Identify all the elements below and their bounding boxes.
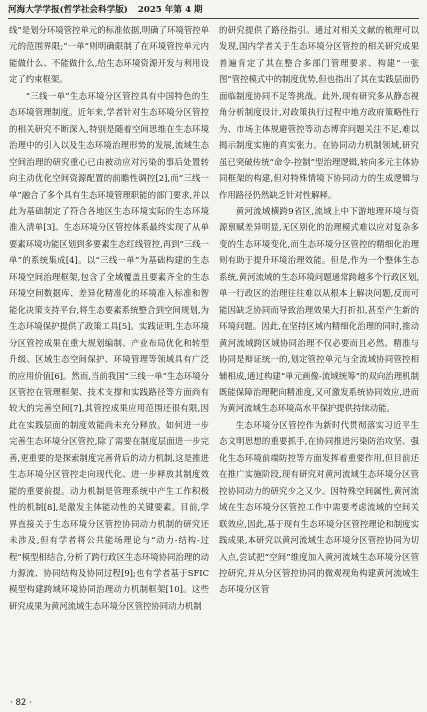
paragraph: 线”是划分环境管控单元的标准依据,明确了环境管控单元的范围界限;“一单”则明确限制了在环境管控单元内能做什么、不能做什么,给生态环境资源开发与利用设定了约束框架。 [9, 25, 209, 85]
left-column [9, 22, 209, 690]
paragraph: 生态环境分区管控作为新时代贯彻落实习近平生态文明思想的重要抓手,在协同推进污染防治攻坚、强化生态环境前端防控等方面发挥着重要作用,但目前还在推广实施阶段,现有研究对黄河流域生态环境分区管控协同动力的研究少之又少。因特殊空间属性,黄河流域在生态环境分区管控工作中需要考虑流域的空间关联效应,因此,基于现有生态环境分区管控理论和制度实践成果,本研究以黄河流域生态环境分区管控协同为切入点,尝试把“空间”维度加入黄河流域生态环境分区管控研究,并从分区管控协同的微观视角构建黄河流域生态环境分区管 [219, 419, 419, 595]
paragraph: 的研究提供了路径指引。通过对相关文献的梳理可以发现,国内学者关于生态环境分区管控的相关研究成果普遍肯定了其在整合多部门管理要求、构建“一张图”管控模式中的制度优势,但也指出了其在实践层面仍面临制度协同不足等挑战。此外,现有研究多从静态视角分析制度设计,对政策执行过程中地方政府策略性行为、市场主体规避管控等动态博弈问题关注不足,难以揭示制度实施的真实张力。在协同动力机制领域,研究虽已突破传统“命令-控制”型治理逻辑,转向多元主体协同框架的构建,但对特殊情境下协同动力的生成逻辑与作用路径仍然缺乏针对性解释。 [219, 25, 419, 200]
journal-title: 河海大学学报(哲学社会科学版) [8, 5, 128, 15]
page-number: · 82 · [10, 698, 32, 708]
running-header [8, 2, 419, 19]
right-column [219, 22, 419, 690]
paragraph: 黄河流域横跨9省区,流域上中下游地理环境与资源禀赋差异明显,无区别化的治理模式难以应对复杂多变的生态环境变化,而生态环境分区管控的精细化治理则有助于提升环境治理效能。但是,作为一个整体生态系统,黄河流域的生态环境问题通常跨越多个行政区划,单一行政区的治理往往难以从根本上解决问题,反而可能因缺乏协同而导致治理效果大打折扣,甚至产生新的环境问题。因此,在坚持区域内精细化治理的同时,推动黄河流域跨区域协同治理不仅必要而且必然。精准与协同是辩证统一的,划定管控单元与全流域协同管控相辅相成,通过构建“单元画像-流域统筹”的双向治理机制既能保障治理靶向精准度,又可激发系统协同效应,进而为黄河流域生态环境高水平保护提供持续动能。 [219, 205, 419, 414]
issue-number: 2025 年第 4 期 [137, 5, 203, 15]
paragraph: “三线一单”生态环境分区管控具有中国特色的生态环境管理制度。近年来,学者针对生态环境分区管控的相关研究不断深入,特别是随着空间思维在生态环境治理中的引入以及生态环境治理形势的发展,流域生态空间治理的研究重心已由被动应对污染的事后处置转向主动优化空间资源配置的前瞻性调控[2],而“三线一单”融合了多个具有生态环境管理职能的部门要求,并以此为基础制定了符合各地区生态环境实际的生态环境准入清单[3]。生态环境分区管控体系最终实现了从单要素环境功能区划到多要素生态红线管控,再到“三线一单”的系统集成[4]。以“三线一单”为基础构建的生态环境空间治理框架,包含了全域覆盖且要素齐全的生态环境空间数据库、差异化精准化的环境准入标准和智能化决策支持平台,将生态要素系统整合到空间规划,为生态环境保护提供了政策工具[5]。实践证明,生态环境分区管控成果在重大规划编制、产业布局优化和转型升级、区域生态空间保护、环境管理等领域具有广泛的应用价值[6]。然而,当前我国“三线一单”生态环境分区管控在管理框架、技术支撑和实践路径等方面尚有较大的完善空间[7],其管控成果应用范围还很有限,因此在实践层面的制度效能尚未充分释放。如何进一步完善生态环境分区管控,除了需要在制度层面进一步完善,更重要的是探索制度完善背后的动力机制,这是推进生态环境分区管控走向现代化、进一步释放其制度效能的重要前提。动力机制是管理系统中产生工作积极性的机制[8],是激发主体能动性的关键要素。目前,学界直接关于生态环境分区管控协同动力机制的研究还未涉及,但有学者将公共能场理论与“动力-结构-过程”模型相结合,分析了跨行政区生态环境协同治理的动力源流、协同结构及协同过程[9];也有学者基于SFIC模型构建跨域环境协同治理动力机制框架[10]。这些研究成果为黄河流域生态环境分区管控协同动力机制 [9, 90, 209, 611]
